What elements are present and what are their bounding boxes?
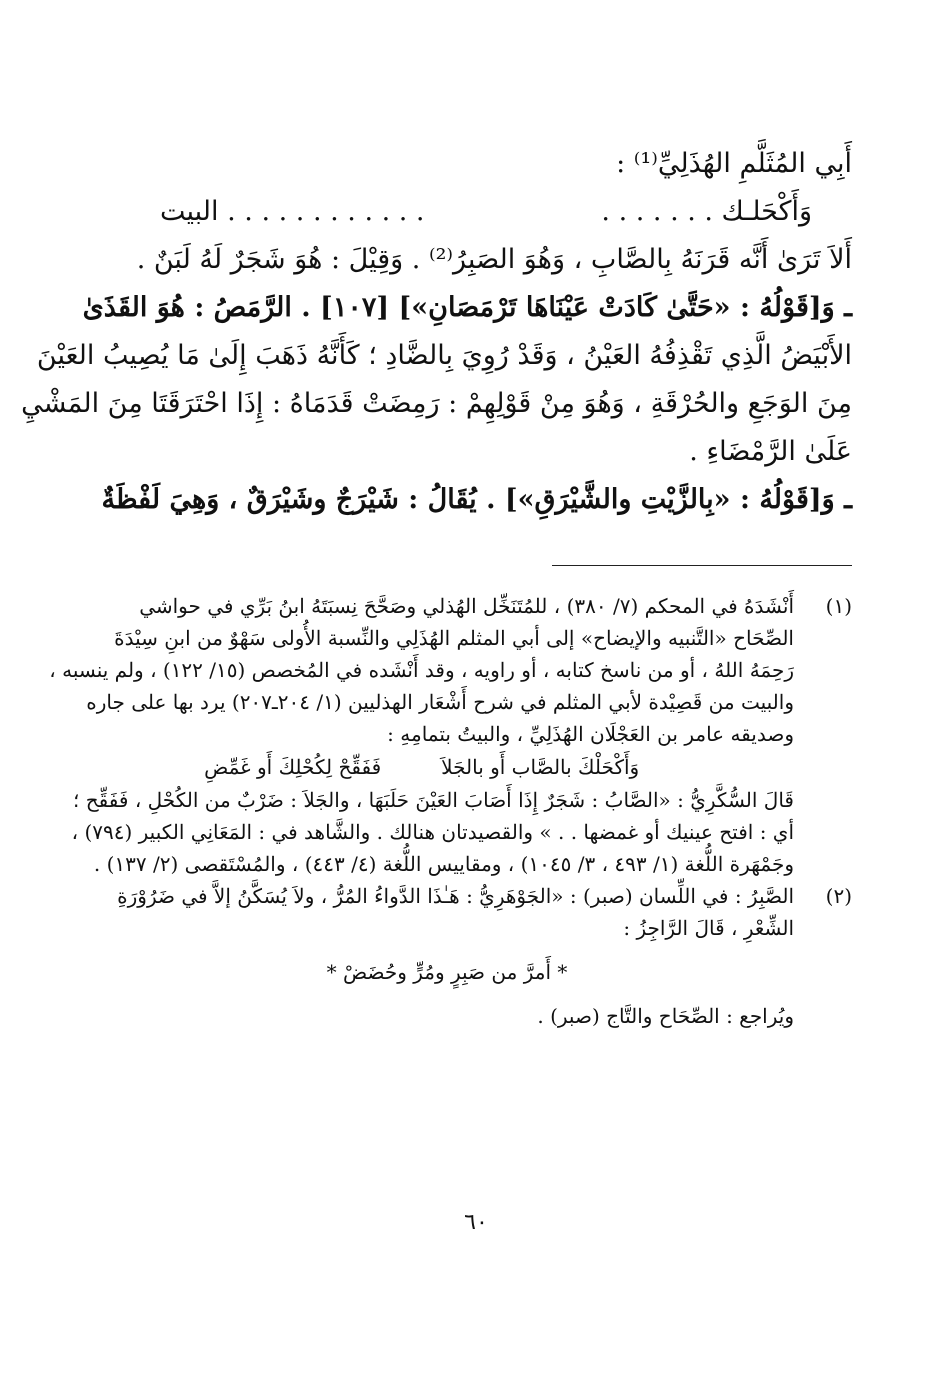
footnote-line: الصَّبِرُ : في اللِّسان (صبر) : «الجَوْهَرِيُّ : هَـٰذَا الدَّواءُ المُرُّ ، ولاَ يُسَكَّنُ إلاَّ في ضَرُوْرَةِ [117, 884, 794, 908]
verse-right-hemistich: وَأَكْحَلْكَ بالصَّاب أَو بالجَلاَ [441, 755, 640, 779]
page-number: ٦٠ [464, 1210, 488, 1235]
text-line: أَبِي المُثَلَّمِ الهُذَلِيِّ⁽¹⁾ : [616, 148, 852, 179]
footnote-line: والبيت من قَصِيْدة لأبي المثلم في شرح أَشْعَار الهذليين (١/ ٢٠٤ـ٢٠٧) يرد بها على جاره [86, 690, 794, 714]
footnote-verse [49, 750, 794, 784]
footnote [49, 590, 852, 880]
text-line: أَلاَ تَرَىٰ أَنَّه قَرَنَهُ بِالصَّابِ ، وَهُوَ الصَبِرُ⁽²⁾ . وَقِيْلَ : هُوَ شَجَرٌ لَهُ لَبَنٌ . [136, 244, 852, 275]
footnote-line: رَحِمَهُ اللهُ ، أو من ناسخ كتابه ، أو راويه ، وقد أَنْشَده في المُخصص (١٥/ ١٢٢) ، ولم ينسبه ، [49, 658, 794, 682]
verse-line [100, 188, 852, 236]
main-text [21, 140, 852, 524]
footnotes [49, 590, 852, 1032]
footnote-line: أَنْشَدَهُ في المحكم (٧/ ٣٨٠) ، للمُتَنَخِّل الهُذلي وصَحَّحَ نِسبَتَهُ ابنُ بَرِّي في حواشي [139, 594, 794, 618]
verse-left-hemistich: . . . . . . . . . . . . البيت [160, 196, 425, 227]
footnote-line: وجَمْهَرة اللُّغة (١/ ٤٩٣ ، ٣/ ١٠٤٥) ، ومقاييس اللُّغة (٤/ ٤٤٣) ، والمُسْتَقصى (٢/ ١٣٧) . [93, 852, 794, 876]
footnote-line: وصديقه عامر بن العَجْلَان الهُذَلِيِّ ، والبيتُ بتمامِهِ : [387, 722, 794, 746]
footnote-line: الصِّحَاح «التَّنبيه والإيضاح» إلى أبي المثلم الهُذَلِي والنِّسبة الأُولى سَهْوٌ من ابنِ سِيْدَةَ [114, 626, 794, 650]
verse-right-hemistich: وَأَكْحَلـك . . . . . . . [601, 196, 812, 227]
footnote-line: الشِّعْرِ ، قَالَ الرَّاجِزُ : [623, 916, 794, 940]
text-line: الأَبْيَضُ الَّذِي تَقْذِفُهُ العَيْنُ ، وَقَدْ رُوِيَ بِالضَّادِ ؛ كَأَنَّهُ ذَهَبَ إِلَىٰ مَا يُصِيبُ العَيْنَ [36, 340, 852, 371]
text-line: ـ وَ[قَوْلُهُ : «بِالزَّيْتِ والشَّيْرَقِ»] . يُقَالُ : شَيْرَجٌ وشَيْرَقٌ ، وَهِيَ لَفْظَةٌ [101, 484, 852, 515]
footnote-number: (١) [825, 594, 852, 618]
footnote-line: ويُراجع : الصِّحَاح والتَّاج (صبر) . [537, 1004, 794, 1028]
text-line: ـ وَ[قَوْلُهُ : «حَتَّىٰ كَادَتْ عَيْنَاهَا تَرْمَصَانِ»] [١٠٧] . الرَّمَصُ : هُوَ القَذَىٰ [82, 292, 852, 323]
footnote [100, 880, 852, 1032]
footnote-line: أي : افتح عينيك أو غمضها . . » والقصيدتان هنالك . والشَّاهد في : المَعَانِي الكبير (٧٩٤) ، [71, 820, 794, 844]
footnote-number: (٢) [825, 884, 852, 908]
footnote-quote: * أَمرَّ من صَبِرٍ ومُرٍّ وحُضَضْ * [326, 960, 568, 984]
verse-left-hemistich: فَفَقِّحْ لِكُحْلِكَ أَو غَمِّضِ [204, 755, 382, 779]
text-line: عَلَىٰ الرَّمْضَاءِ . [689, 436, 852, 467]
footnote-separator [552, 565, 852, 566]
text-line: مِنَ الوَجَعِ والحُرْقَةِ ، وَهُوَ مِنْ قَوْلِهِمْ : رَمِضَتْ قَدَمَاهُ : إِذَا احْتَرَقَتَا مِنَ المَشْيِ [21, 388, 852, 419]
footnote-line: قَالَ السُّكَّرِيُّ : «الصَّابُ : شَجَرٌ إِذَا أَصَابَ العَيْنَ حَلَبَهَا ، والجَلاَ : ضَرْبٌ من الكُحْلِ ، فَفَقِّح ؛ [73, 788, 794, 812]
